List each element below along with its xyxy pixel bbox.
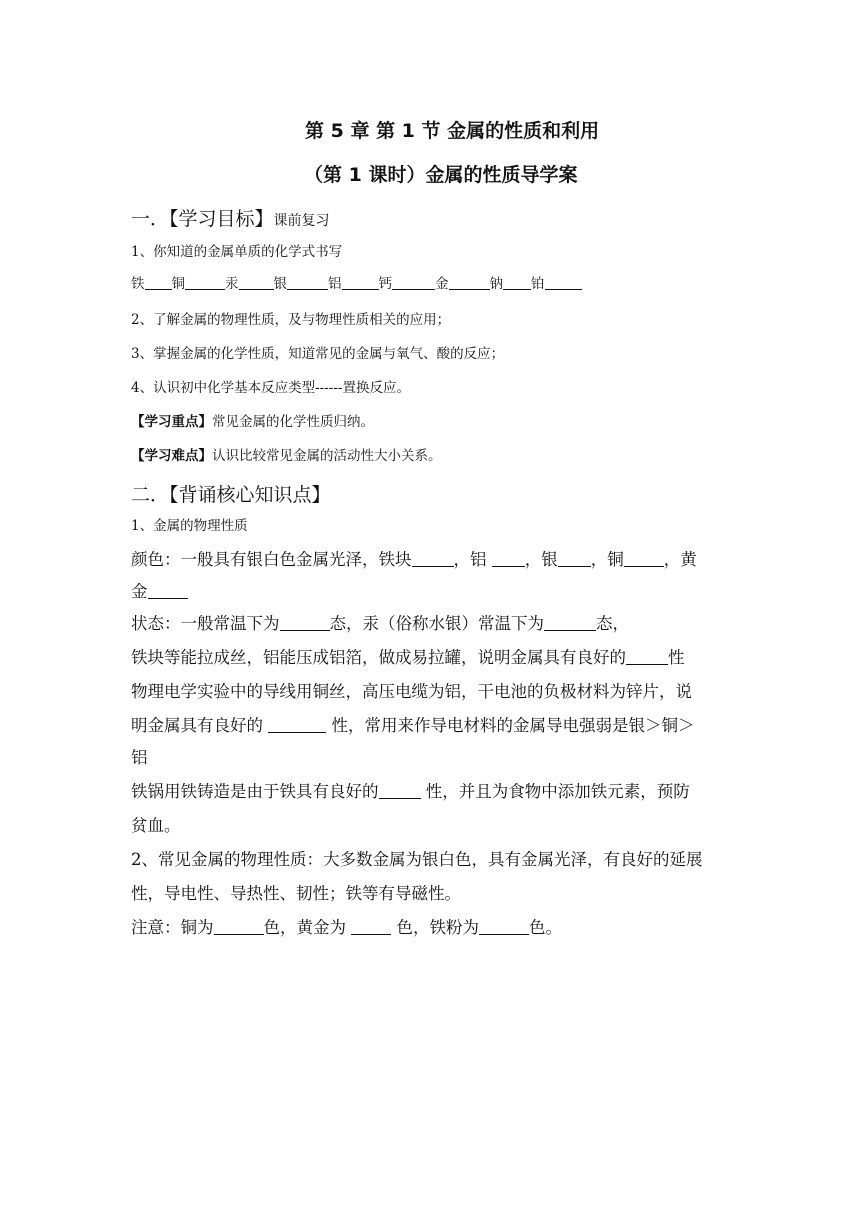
- answer-blank[interactable]: [392, 276, 435, 291]
- state-line: [131, 610, 629, 634]
- title-line1: 第 5 章 第 1 节 金属的性质和利用: [305, 120, 600, 142]
- learning-difficulty: [131, 444, 442, 464]
- ductility-line: [131, 644, 685, 668]
- section1-heading-sub: 课前复习: [273, 213, 330, 229]
- conductivity-line2: [131, 712, 695, 736]
- text: 颜色：一般具有银白色金属光泽，铁块: [131, 550, 412, 569]
- element-label: 汞: [225, 276, 239, 292]
- note-line: [131, 914, 562, 938]
- text: 明金属具有良好的: [131, 716, 269, 735]
- answer-blank[interactable]: [558, 550, 591, 568]
- answer-blank[interactable]: [239, 276, 274, 291]
- section1-heading-num: 一．: [131, 208, 170, 230]
- text: 色，黄金为: [263, 918, 352, 937]
- s2-item1: 1、金属的物理性质: [131, 518, 248, 534]
- heat-line1: [131, 778, 690, 802]
- text: 性，常用来作导电材料的金属导电强弱是银＞铜＞: [326, 716, 695, 735]
- element-label: 金: [435, 276, 449, 292]
- element-label: 铝: [328, 276, 342, 292]
- conductivity-line1: 物理电学实验中的导线用铜丝，高压电缆为铝，干电池的负极材料为锌片，说: [131, 682, 692, 701]
- answer-blank[interactable]: [449, 276, 490, 291]
- title-line2: （第 1 课时）金属的性质导学案: [304, 164, 578, 186]
- s1-item2: 2、了解金属的物理性质，及与物理性质相关的应用；: [131, 312, 451, 328]
- answer-blank[interactable]: [287, 276, 328, 291]
- answer-blank[interactable]: [214, 918, 264, 936]
- s2-item2-line2: 性，导电性、导热性、韧性；铁等有导磁性。: [131, 884, 461, 903]
- answer-blank[interactable]: [280, 614, 330, 632]
- learning-focus-label: 【学习重点】: [131, 414, 212, 430]
- text: 铁块等能拉成丝，铝能压成铝箔，做成易拉罐，说明金属具有良好的: [131, 648, 626, 667]
- answer-blank[interactable]: [185, 276, 225, 291]
- s1-item3: 3、掌握金属的化学性质，知道常见的金属与氧气、酸的反应；: [131, 346, 505, 362]
- text: 态，: [596, 614, 629, 633]
- section1-heading: [131, 204, 330, 231]
- s1-item4: 4、认识初中化学基本反应类型------置换反应。: [131, 380, 410, 396]
- element-blanks-row: [131, 272, 582, 292]
- conductivity-line3: 铝: [131, 748, 148, 767]
- answer-blank[interactable]: [544, 614, 596, 632]
- text: ，黄: [663, 550, 697, 569]
- text: ，铜: [590, 550, 624, 569]
- answer-blank[interactable]: [148, 582, 188, 600]
- text: 性，并且为食物中添加铁元素，预防: [420, 782, 690, 801]
- text: 态，汞（俗称水银）常温下为: [329, 614, 544, 633]
- answer-blank[interactable]: [492, 550, 525, 568]
- answer-blank[interactable]: [479, 918, 529, 936]
- element-label: 钠: [489, 276, 503, 292]
- text: 状态：一般常温下为: [131, 614, 280, 633]
- section2-heading-num: 二．: [131, 484, 170, 506]
- text: 色，铁粉为: [391, 918, 479, 937]
- text: 注意：铜为: [131, 918, 214, 937]
- color-line1: [131, 546, 697, 570]
- answer-blank[interactable]: [624, 550, 664, 568]
- text: 金: [131, 582, 148, 601]
- heat-line2: 贫血。: [131, 816, 181, 835]
- element-label: 银: [273, 276, 287, 292]
- section1-heading-text: 【学习目标】: [169, 208, 274, 230]
- text: 色。: [529, 918, 562, 937]
- section2-heading: [131, 480, 331, 507]
- s2-item2-line1: 2、常见金属的物理性质：大多数金属为银白色，具有金属光泽，有良好的延展: [131, 850, 703, 869]
- answer-blank[interactable]: [412, 550, 454, 568]
- answer-blank[interactable]: [268, 716, 326, 734]
- answer-blank[interactable]: [545, 276, 582, 291]
- text: 性: [668, 648, 685, 667]
- learning-difficulty-text: 认识比较常见金属的活动性大小关系。: [212, 448, 442, 464]
- element-label: 铁: [131, 276, 145, 292]
- element-label: 钙: [378, 276, 392, 292]
- learning-focus: [131, 410, 374, 430]
- answer-blank[interactable]: [626, 648, 668, 666]
- s1-item1: 1、你知道的金属单质的化学式书写: [131, 244, 343, 260]
- text: 铁锅用铁铸造是由于铁具有良好的: [131, 782, 379, 801]
- learning-focus-text: 常见金属的化学性质归纳。: [212, 414, 374, 430]
- text: ，银: [524, 550, 558, 569]
- element-label: 铂: [531, 276, 545, 292]
- text: ，铝: [453, 550, 492, 569]
- answer-blank[interactable]: [145, 276, 172, 291]
- element-label: 铜: [171, 276, 185, 292]
- learning-difficulty-label: 【学习难点】: [131, 448, 212, 464]
- answer-blank[interactable]: [503, 276, 531, 291]
- section2-heading-text: 【背诵核心知识点】: [169, 484, 331, 506]
- answer-blank[interactable]: [379, 782, 421, 800]
- answer-blank[interactable]: [351, 918, 391, 936]
- color-line2: [131, 578, 188, 602]
- answer-blank[interactable]: [342, 276, 379, 291]
